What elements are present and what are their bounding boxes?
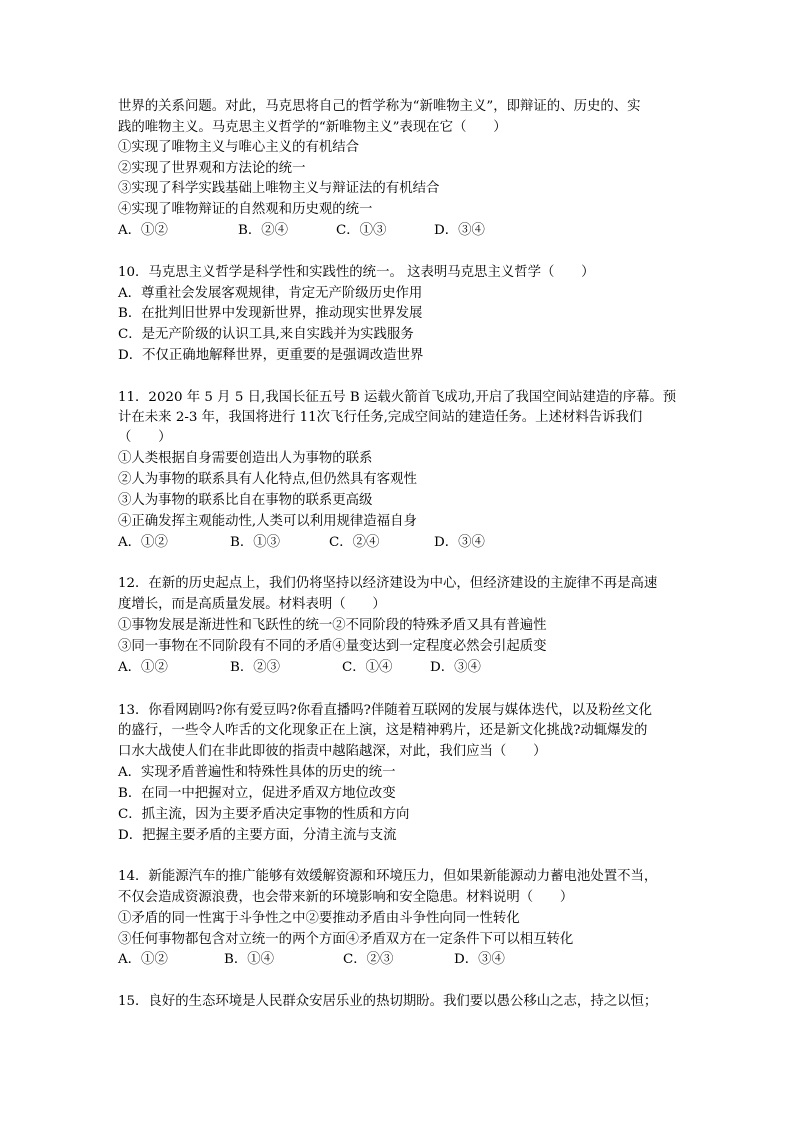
q11-stem-line-3: （ ） <box>118 430 172 445</box>
q10-option-b: B．在批判旧世界中发现新世界，推动现实世界发展 <box>118 306 423 321</box>
q10-option-c: C．是无产阶级的认识工具,来自实践并为实践服务 <box>118 327 414 342</box>
q12-item-1: ①事物发展是渐进性和飞跃性的统一②不同阶段的特殊矛盾又具有普遍性 <box>118 618 547 633</box>
intro-item-3: ③实现了科学实践基础上唯物主义与辩证法的有机结合 <box>118 181 440 196</box>
intro-item-4: ④实现了唯物辩证的自然观和历史观的统一 <box>118 202 373 217</box>
q14-item-2: ③任何事物都包含对立统一的两个方面④矛盾双方在一定条件下可以相互转化 <box>118 932 574 947</box>
q11-stem-line-2: 计在未来 2-3 年，我国将进行 11次飞行任务,完成空间站的建造任务。上述材料告诉我们 <box>118 410 643 425</box>
q15-stem-line-1: 15．良好的生态环境是人民群众安居乐业的热切期盼。我们要以愚公移山之志，持之以恒； <box>118 994 658 1009</box>
q14-option-c: C．②③ <box>343 952 394 967</box>
q13-option-a: A．实现矛盾普遍性和特殊性具体的历史的统一 <box>118 765 396 780</box>
intro-line-1: 世界的关系问题。对此，马克思将自己的哲学称为“新唯物主义”，即辩证的、历史的、实 <box>118 99 641 114</box>
q13-stem-line-3: 口水大战使人们在非此即彼的指责中越陷越深，对此，我们应当（ ） <box>118 744 547 759</box>
q12-option-c: C．①④ <box>342 660 393 675</box>
q11-item-1: ①人类根据自身需要创造出人为事物的联系 <box>118 451 373 466</box>
q12-option-a: A．①② <box>118 660 168 675</box>
q14-stem-line-2: 不仅会造成资源浪费，也会带来新的环境影响和安全隐患。材料说明（ ） <box>118 890 574 905</box>
q11-item-4: ④正确发挥主观能动性,人类可以利用规律造福自身 <box>118 514 417 529</box>
q12-option-d: D．③④ <box>430 660 481 675</box>
intro-line-2: 践的唯物主义。马克思主义哲学的“新唯物主义”表现在它（ ） <box>118 120 507 135</box>
q11-option-b: B．①③ <box>230 535 281 550</box>
q11-stem-line-1: 11．2020 年 5 月 5 日,我国长征五号 B 运载火箭首飞成功,开启了我国空间站建造的序幕。预 <box>118 390 677 405</box>
q13-stem-line-1: 13．你看网剧吗?你有爱豆吗?你看直播吗?伴随着互联网的发展与媒体迭代，以及粉丝文化 <box>118 703 653 718</box>
q12-stem-line-2: 度增长，而是高质量发展。材料表明（ ） <box>118 597 386 612</box>
q11-option-a: A．①② <box>118 535 168 550</box>
intro-item-1: ①实现了唯物主义与唯心主义的有机结合 <box>118 140 360 155</box>
intro-option-b: B．②④ <box>238 223 289 238</box>
intro-item-2: ②实现了世界观和方法论的统一 <box>118 161 306 176</box>
q14-option-a: A．①② <box>118 952 168 967</box>
q11-option-d: D．③④ <box>434 535 485 550</box>
q12-stem-line-1: 12．在新的历史起点上，我们仍将坚持以经济建设为中心，但经济建设的主旋律不再是高速 <box>118 576 658 591</box>
q10-option-d: D．不仅正确地解释世界，更重要的是强调改造世界 <box>118 348 424 363</box>
q11-item-3: ③人为事物的联系比自在事物的联系更高级 <box>118 493 373 508</box>
q14-item-1: ①矛盾的同一性寓于斗争性之中②要推动矛盾由斗争性向同一性转化 <box>118 911 520 926</box>
intro-option-c: C．①③ <box>336 223 387 238</box>
q10-option-a: A．尊重社会发展客观规律，肯定无产阶级历史作用 <box>118 286 423 301</box>
q13-option-c: C．抓主流，因为主要矛盾决定事物的性质和方向 <box>118 807 410 822</box>
q11-option-c: C．②④ <box>329 535 380 550</box>
q14-option-d: D．③④ <box>454 952 505 967</box>
q10-stem: 10．马克思主义哲学是科学性和实践性的统一。 这表明马克思主义哲学（ ） <box>118 265 595 280</box>
q13-option-b: B．在同一中把握对立，促进矛盾双方地位改变 <box>118 786 396 801</box>
q13-option-d: D．把握主要矛盾的主要方面，分清主流与支流 <box>118 828 397 843</box>
intro-option-a: A．①② <box>118 223 168 238</box>
q12-option-b: B．②③ <box>230 660 281 675</box>
q13-stem-line-2: 的盛行，一些令人咋舌的文化现象正在上演，这是精神鸦片，还是新文化挑战?动辄爆发的 <box>118 723 648 738</box>
q14-stem-line-1: 14．新能源汽车的推广能够有效缓解资源和环境压力，但如果新能源动力蓄电池处置不当， <box>118 869 658 884</box>
q11-item-2: ②人为事物的联系具有人化特点,但仍然具有客观性 <box>118 472 417 487</box>
q12-item-2: ③同一事物在不同阶段有不同的矛盾④量变达到一定程度必然会引起质变 <box>118 639 547 654</box>
intro-option-d: D．③④ <box>434 223 485 238</box>
q14-option-b: B．①④ <box>224 952 275 967</box>
